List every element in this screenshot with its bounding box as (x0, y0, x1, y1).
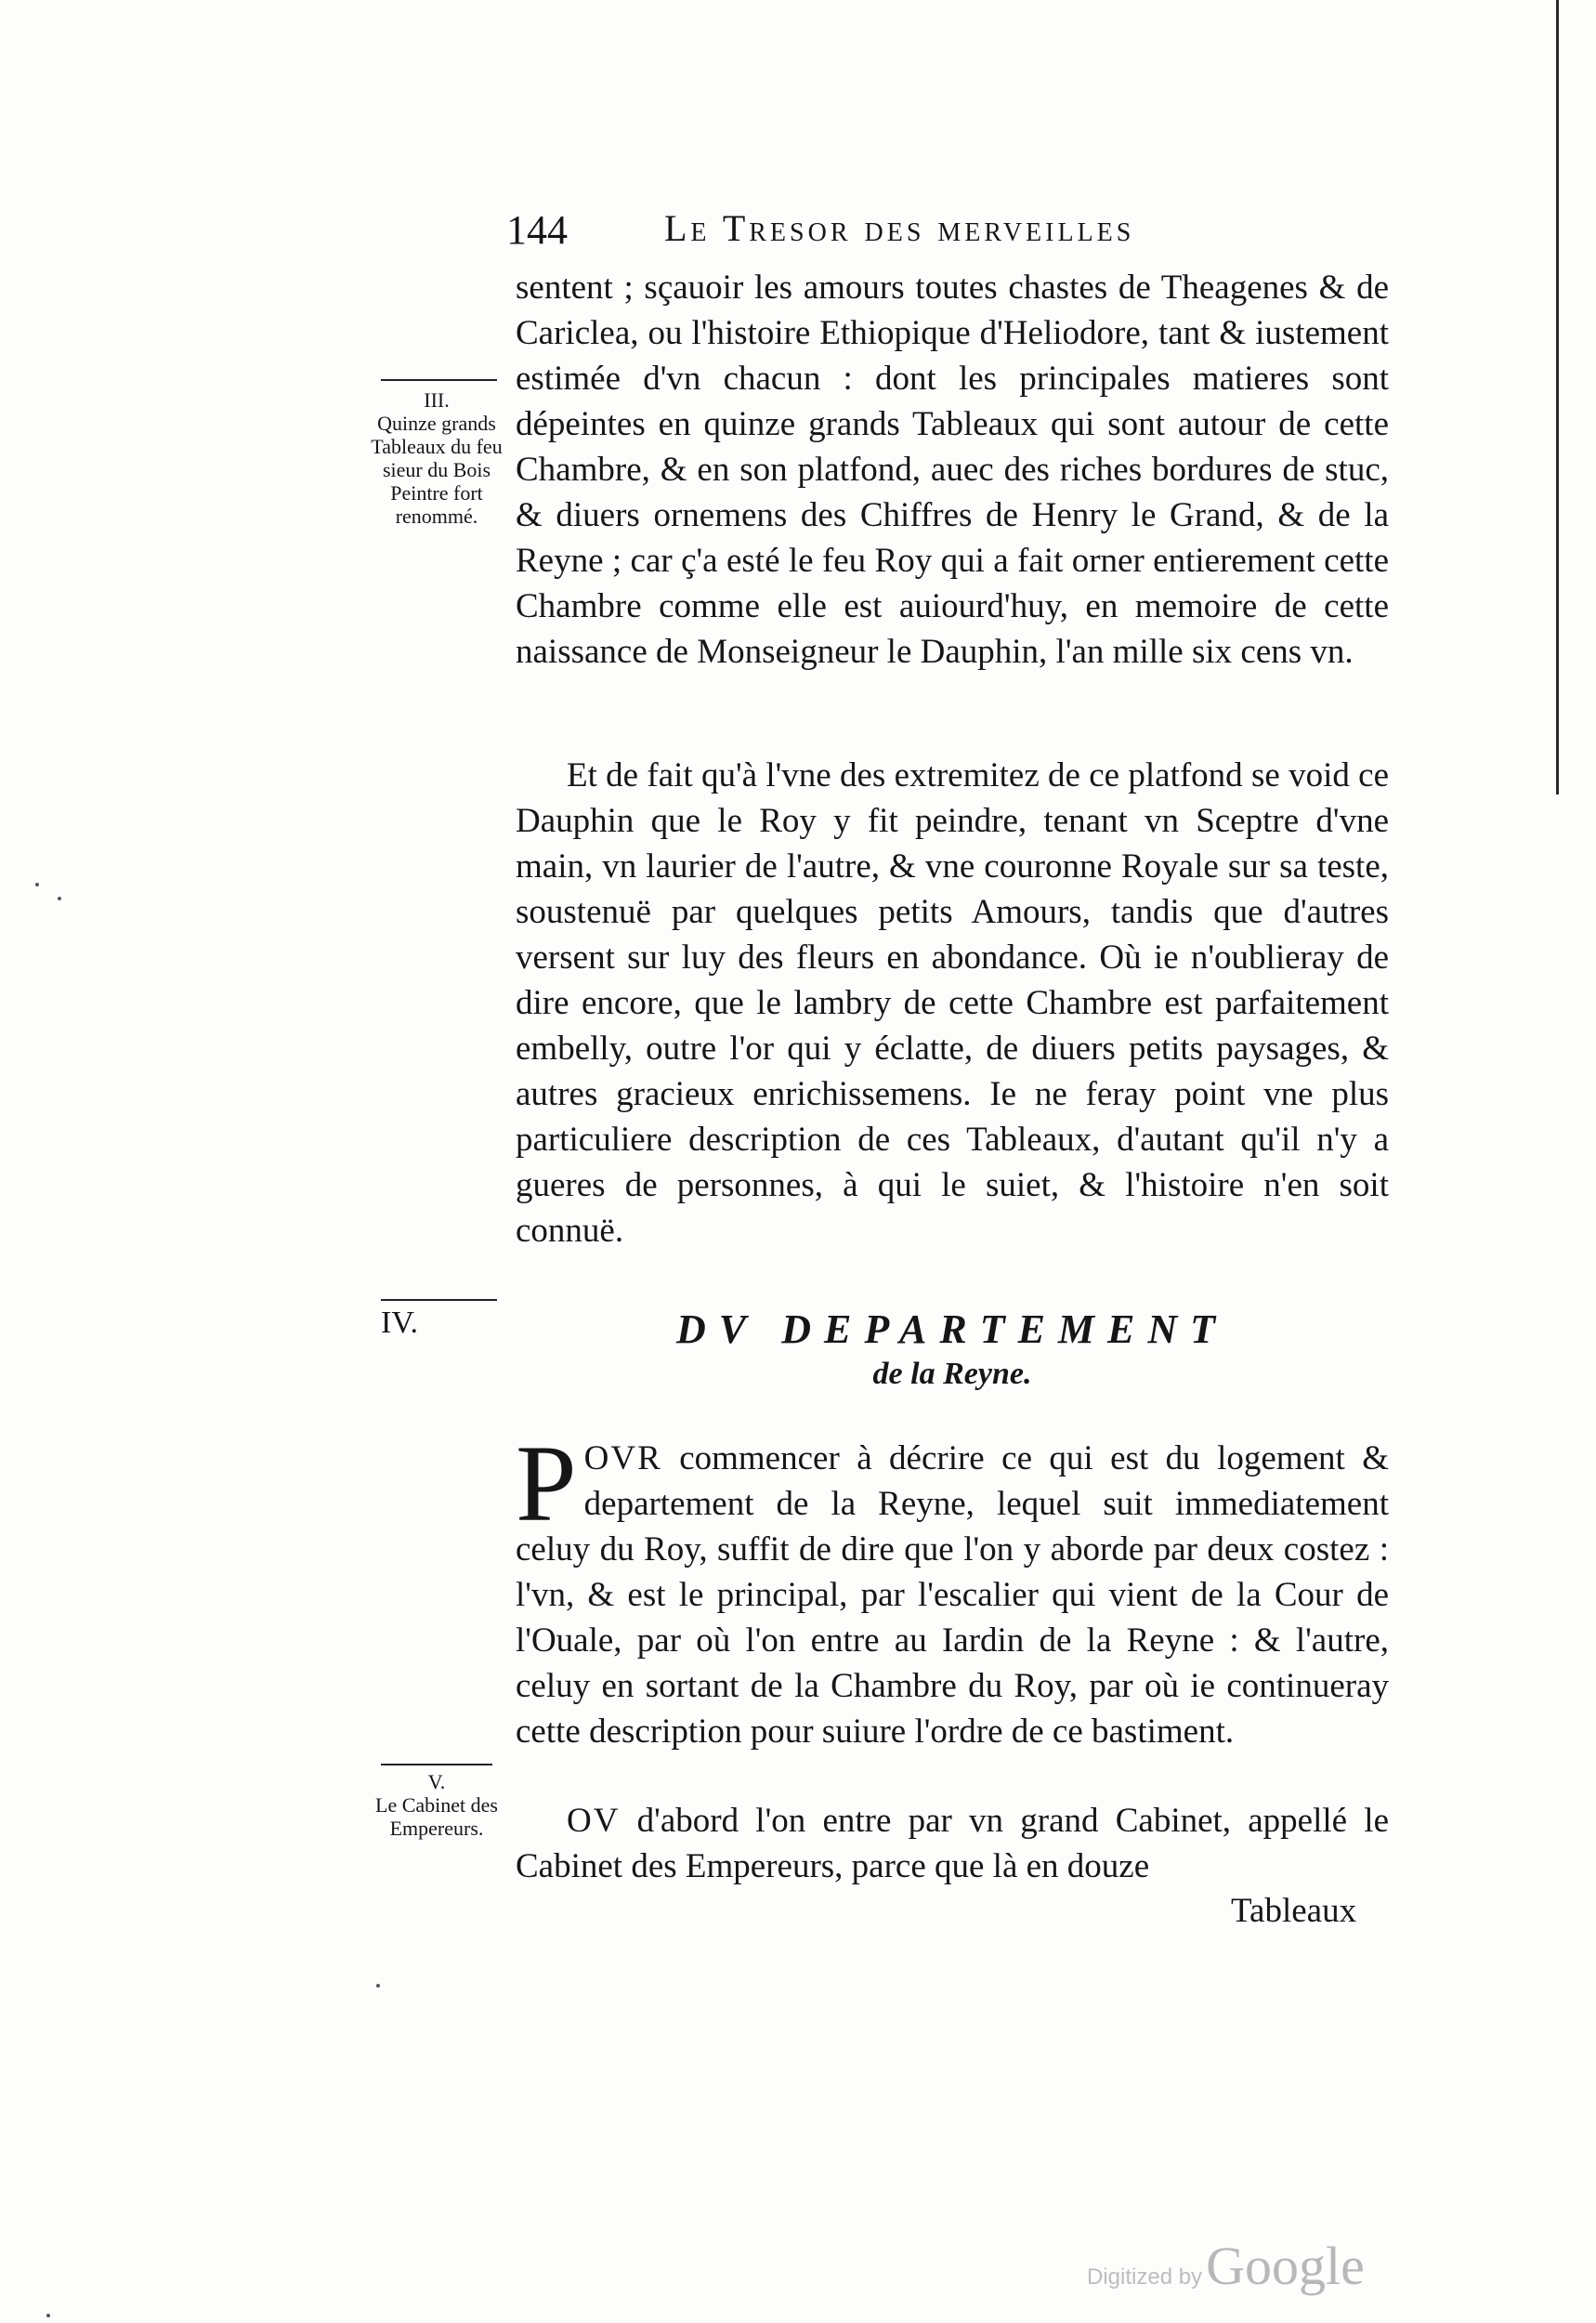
margin-note-3 (367, 388, 506, 528)
drop-cap: P (516, 1423, 577, 1544)
page-edge-line (1556, 0, 1559, 794)
paragraph-1 (516, 265, 1389, 675)
running-header (506, 206, 1398, 262)
paragraph-4 (516, 1798, 1389, 1889)
paragraph-3 (516, 1423, 1389, 1754)
paragraph-text: Et de fait qu'à l'vne des extremitez de ce platfond se void ce Dauphin que le Roy y fit peindre, tenant vn Sceptre d'vne main, vn laurier de l'autre, & vne couronne Royale sur sa teste, soustenuë par quelques petits Amours, tandis que d'autres versent sur luy des fleurs en abondance. Où ie n'oublieray de dire encore, que le lambry de cette Chambre est parfaitement embelly, outre l'or qui y éclatte, de diuers petits paysages, & autres gracieux enrichissemens. Ie ne feray point vne plus particuliere description de ces Tableaux, d'autant qu'il n'y a gueres de personnes, à qui le suiet, & l'histoire n'en soit connuë. (516, 756, 1389, 1250)
margin-rule (381, 1764, 492, 1765)
paragraph-text: sentent ; sçauoir les amours toutes chastes de Theagenes & de Cariclea, ou l'histoire Ethiopique d'Heliodore, tant & iustement estimée d'vn chacun : dont les principales matieres sont dépeintes en quinze grands Tableaux qui sont autour de cette Chambre, & en son platfond, auec des riches bordures de stuc, & diuers ornemens des Chiffres de Henry le Grand, & de la Reyne ; car ç'a esté le feu Roy qui a fait orner entierement cette Chambre comme elle est auiourd'huy, en memoire de cette naissance de Monseigneur le Dauphin, l'an mille six cens vn. (516, 269, 1389, 671)
watermark-small: Digitized by (1087, 2264, 1203, 2290)
margin-note-number: V. (427, 1770, 446, 1793)
watermark-logo: Google (1206, 2236, 1365, 2296)
lead-caps: OV (567, 1802, 621, 1840)
margin-rule (381, 379, 497, 381)
running-title: Le Tresor des merveilles (664, 207, 1135, 249)
scan-speck (35, 883, 39, 886)
margin-note-text: Quinze grands Tableaux du feu sieur du Bois Peintre fort renommé. (371, 412, 503, 528)
digitized-by-google-watermark (1087, 2235, 1365, 2297)
margin-note-5 (367, 1770, 506, 1840)
page-number: 144 (506, 207, 568, 253)
section-title: DV DEPARTEMENT (675, 1306, 1229, 1352)
section-subtitle: de la Reyne. (872, 1357, 1032, 1391)
catchword: Tableaux (1231, 1892, 1357, 1930)
scan-speck (46, 2314, 50, 2317)
paragraph-text: commencer à décrire ce qui est du logement & departement de la Reyne, lequel suit immediatement celuy du Roy, suffit de dire que l'on y aborde par deux costez : l'vn, & est le principal, par l'escalier qui vient de la Cour de l'Ouale, par où l'on entre au Iardin de la Reyne : & l'autre, celuy en sortant de la Chambre du Roy, par où ie continueray cette description pour suiure l'ordre de ce bastiment. (516, 1439, 1389, 1751)
margin-note-text: Le Cabinet des Empereurs. (375, 1793, 498, 1840)
paragraph-2 (516, 753, 1389, 1253)
paragraph-text: d'abord l'on entre par vn grand Cabinet, appellé le Cabinet des Empereurs, parce que là en douze (516, 1802, 1389, 1885)
scan-speck (58, 897, 61, 900)
margin-rule (381, 1299, 497, 1301)
lead-caps: OVR (583, 1439, 662, 1477)
margin-note-number: III. (424, 388, 450, 412)
scan-speck (376, 1984, 380, 1988)
section-number: IV. (381, 1306, 418, 1340)
